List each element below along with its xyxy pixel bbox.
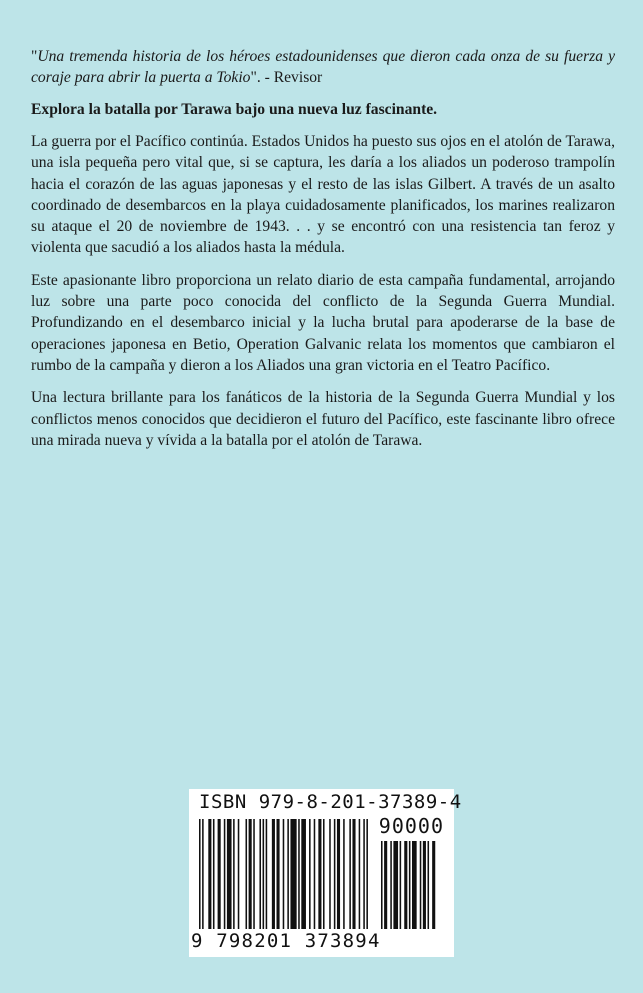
barcode-bar <box>363 819 365 929</box>
barcode-bar <box>208 819 211 929</box>
barcode-bar <box>412 841 417 929</box>
barcode-bar <box>263 819 265 929</box>
paragraph-3: Una lectura brillante para los fanáticos de la historia de la Segunda Guerra Mundial y los conflictos menos conocidos que decidieron el futuro del Pacífico, este fascinante libro ofrece una mirada nueva y vívida a la batalla por el atolón de Tarawa. <box>31 389 615 449</box>
barcode-bar <box>409 841 411 929</box>
isbn-label: ISBN 979-8-201-37389-4 <box>199 791 462 813</box>
barcode-bar <box>213 819 215 929</box>
barcode-bar <box>323 819 325 929</box>
addon-barcode-bars <box>381 841 443 929</box>
barcode-bar <box>400 841 402 929</box>
barcode-bar <box>272 819 275 929</box>
barcode-bar <box>249 819 252 929</box>
barcode-bar <box>290 819 296 929</box>
barcode-bar <box>246 819 248 929</box>
barcode-bar <box>318 819 321 929</box>
paragraph-1: La guerra por el Pacífico continúa. Estados Unidos ha puesto sus ojos en el atolón de Tarawa, una isla pequeña pero vital que, si se captura, les daría a los aliados un poderoso trampolín hacia el corazón de las aguas japonesas y el resto de las islas Gilbert. A través de un asalto coordinado de desembarcos en la playa cuidadosamente planificados, los marines realizaron su ataque el 20 de noviembre de 1943. . . y se encontró con una resistencia tan feroz y violenta que sacudió a los aliados hasta la médula. <box>31 133 615 257</box>
barcode-bar <box>352 819 355 929</box>
barcode-bar <box>329 819 331 929</box>
barcode-bar <box>199 819 201 929</box>
barcode-bar <box>298 819 300 929</box>
barcode-bar <box>366 819 368 929</box>
barcode-bar <box>393 841 398 929</box>
barcode-bar <box>343 819 345 929</box>
barcode-bar <box>404 841 407 929</box>
back-cover-text <box>31 46 615 462</box>
barcode-bar <box>314 819 316 929</box>
review-quote <box>31 46 615 88</box>
ean-barcode-bars <box>199 819 375 929</box>
barcode-bar <box>227 819 232 929</box>
price-code: 90000 <box>378 814 444 838</box>
barcode-bar <box>423 841 426 929</box>
headline: Explora la batalla por Tarawa bajo una nueva luz fascinante. <box>31 101 438 118</box>
barcode-bar <box>277 819 280 929</box>
barcode-bar <box>202 819 204 929</box>
barcode-bar <box>224 819 226 929</box>
barcode-bar <box>253 819 255 929</box>
quote-attribution: ". - Revisor <box>250 69 323 86</box>
barcode-bar <box>334 819 336 929</box>
paragraph-2: Este apasionante libro proporciona un relato diario de esta campaña fundamental, arrojando luz sobre una parte poco conocida del conflicto de la Segunda Guerra Mundial. Profundizando en el desembarco inicial y la lucha brutal para apoderarse de la base de operaciones japonesa en Betio, Operation Galvanic relata los momentos que cambiaron el rumbo de la campaña y dieron a los Aliados una gran victoria en el Teatro Pacífico. <box>31 271 615 374</box>
barcode-bar <box>390 841 392 929</box>
barcode-bar <box>283 819 285 929</box>
quote-open-mark: " <box>31 48 38 65</box>
barcode-bar <box>266 819 268 929</box>
barcode-bar <box>218 819 221 929</box>
quote-text: Una tremenda historia de los héroes estadounidenses que dieron cada onza de su fuerza y coraje para abrir la puerta a Tokio <box>31 48 615 86</box>
barcode-bar <box>359 819 361 929</box>
barcode-bar <box>287 819 289 929</box>
barcode-bar <box>384 841 387 929</box>
ean-digits: 9 798201 373894 <box>191 930 381 952</box>
barcode-bar <box>432 841 435 929</box>
barcode-bar <box>259 819 261 929</box>
barcode-bar <box>349 819 351 929</box>
barcode-bar <box>309 819 311 929</box>
barcode-bar <box>337 819 340 929</box>
barcode-bar <box>381 841 383 929</box>
barcode-bar <box>238 819 240 929</box>
isbn-barcode <box>189 789 462 957</box>
barcode-bar <box>420 841 422 929</box>
barcode-bar <box>233 819 235 929</box>
barcode-bar <box>428 841 430 929</box>
barcode-bar <box>301 819 306 929</box>
